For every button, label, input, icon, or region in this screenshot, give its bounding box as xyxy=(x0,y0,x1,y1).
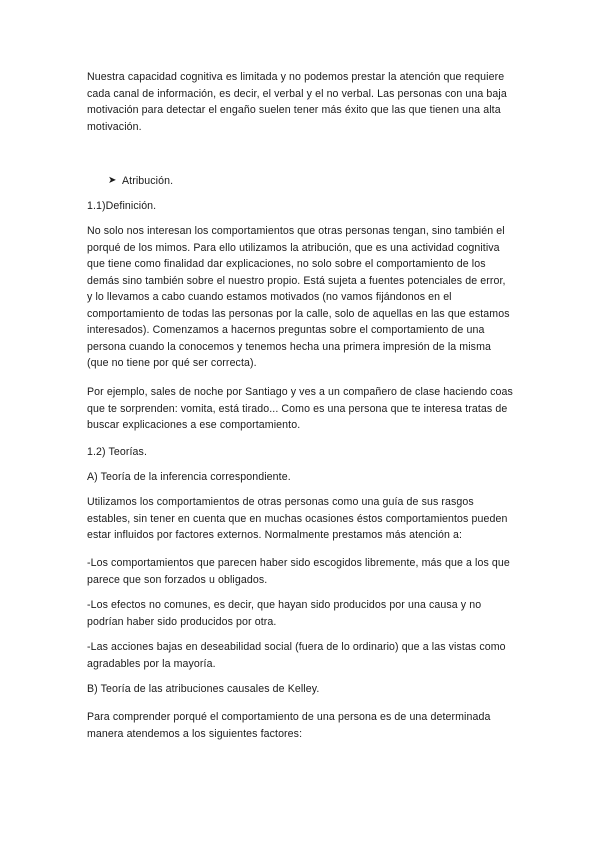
subheading-text: A) Teoría de la inferencia correspondiente. xyxy=(87,471,291,483)
theory-b-title xyxy=(87,681,519,698)
text-line: (que no tiene por qué ser correcta). xyxy=(87,357,257,369)
text-line: persona cuando la conocemos y tenemos hecha una primera impresión de la misma xyxy=(87,340,491,353)
text-line: estables, sin tener en cuenta que en muchas ocasiones éstos comportamientos pueden xyxy=(87,512,508,525)
text-line: demás sino también sobre el nuestro propio. Está sujeta a fuentes potenciales de error, xyxy=(87,274,506,287)
text-line: -Las acciones bajas en deseabilidad social (fuera de lo ordinario) que a las vistas como xyxy=(87,641,506,653)
definition-paragraph xyxy=(87,223,519,372)
section-heading: Atribución. xyxy=(122,175,174,187)
text-line: motivación. xyxy=(87,120,142,133)
text-line: estar influidos por factores externos. Normalmente prestamos más atención a: xyxy=(87,529,463,541)
text-line: podrían haber sido producidos por otra. xyxy=(87,615,277,628)
subheading-text: 1.2) Teorías. xyxy=(87,446,147,458)
text-line: porqué de los mimos. Para ello utilizamos la atribución, que es una actividad cognitiva xyxy=(87,241,500,254)
text-line: Para comprender porqué el comportamiento de una persona es de una determinada xyxy=(87,711,491,723)
subheading-text: 1.1)Definición. xyxy=(87,200,157,212)
section-bullet xyxy=(108,173,173,190)
arrow-bullet-icon: ➤ xyxy=(108,175,117,186)
text-line: cada canal de información, es decir, el verbal y el no verbal. Las personas con una baja xyxy=(87,87,507,100)
text-line: -Los efectos no comunes, es decir, que hayan sido producidos por una causa y no xyxy=(87,599,482,611)
text-line: y lo llevamos a cabo cuando estamos motivados (no vamos fijándonos en el xyxy=(87,291,452,303)
text-line: -Los comportamientos que parecen haber sido escogidos libremente, más que a los que xyxy=(87,557,510,569)
text-line: Nuestra capacidad cognitiva es limitada y no podemos prestar la atención que requiere xyxy=(87,71,505,83)
text-line: comportamiento de todas las personas por la calle, solo de aquellas en las que estamos xyxy=(87,307,510,320)
text-line: Utilizamos los comportamientos de otras personas como una guía de sus rasgos xyxy=(87,496,474,508)
list-item-3 xyxy=(87,639,519,672)
text-line: manera atendemos a los siguientes factores: xyxy=(87,727,303,740)
text-line: que tiene como finalidad dar explicaciones, no solo sobre el comportamiento de los xyxy=(87,258,486,270)
text-line: parece que son forzados u obligados. xyxy=(87,573,268,586)
text-line: Por ejemplo, sales de noche por Santiago y ves a un compañero de clase haciendo coas xyxy=(87,386,513,398)
subheading-theories xyxy=(87,444,519,461)
text-line: buscar explicaciones a ese comportamiento. xyxy=(87,419,301,431)
theory-a-paragraph xyxy=(87,494,519,544)
text-line: agradables por la mayoría. xyxy=(87,657,216,670)
subheading-definition xyxy=(87,198,519,215)
intro-paragraph xyxy=(87,69,519,135)
theory-b-paragraph xyxy=(87,709,519,742)
text-line: que te sorprenden: vomita, está tirado... Como es una persona que te interesa tratas de xyxy=(87,402,508,415)
list-item-2 xyxy=(87,597,519,630)
subheading-text: B) Teoría de las atribuciones causales de Kelley. xyxy=(87,683,320,695)
text-line: No solo nos interesan los comportamientos que otras personas tengan, sino también el xyxy=(87,225,505,237)
theory-a-title xyxy=(87,469,519,486)
list-item-1 xyxy=(87,555,519,588)
text-line: motivación para detectar el engaño suelen tener más éxito que las que tienen una alta xyxy=(87,104,501,116)
text-line: interesados). Comenzamos a hacernos preguntas sobre el comportamiento de una xyxy=(87,324,485,336)
example-paragraph xyxy=(87,384,519,434)
